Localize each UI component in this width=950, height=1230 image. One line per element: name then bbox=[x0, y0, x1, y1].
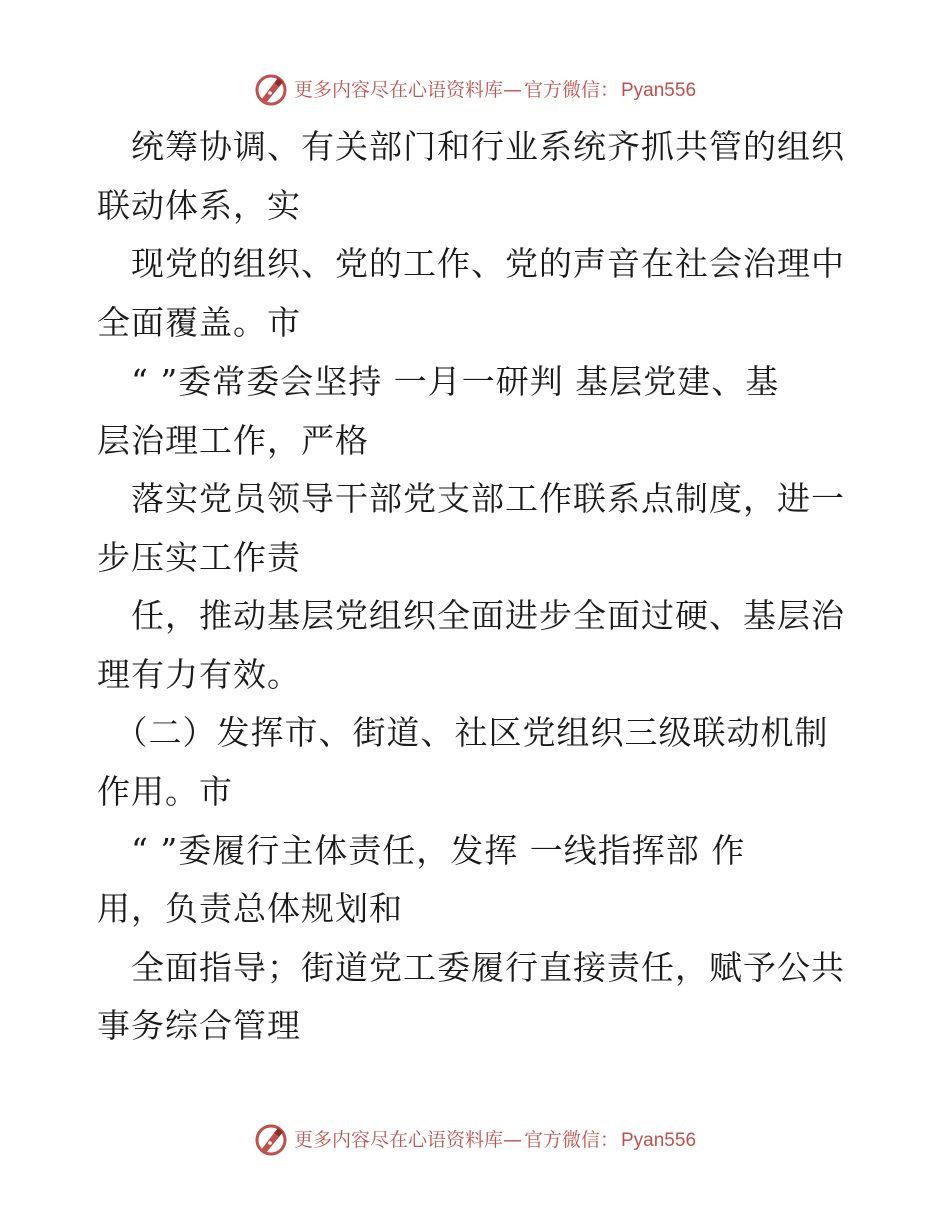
body-line: 理有力有效。 bbox=[97, 655, 301, 694]
header-watermark bbox=[0, 70, 950, 110]
body-line: 任，推动基层党组织全面进步全面过硬、基层治 bbox=[97, 596, 845, 635]
watermark-wechat-label: 官方微信： bbox=[523, 1128, 619, 1151]
watermark-dash: — bbox=[502, 78, 522, 101]
body-line: 现党的组织、党的工作、党的声音在社会治理中 bbox=[97, 244, 845, 283]
body-line: 统筹协调、有关部门和行业系统齐抓共管的组织 bbox=[97, 127, 845, 166]
body-line: “ ”委常委会坚持 一月一研判 基层党建、基 bbox=[97, 362, 780, 401]
watermark-wechat-id: Pyan556 bbox=[621, 1129, 697, 1151]
body-line: “ ”委履行主体责任，发挥 一线指挥部 作 bbox=[97, 831, 746, 870]
watermark-wechat-id: Pyan556 bbox=[621, 79, 697, 101]
watermark-main-text: 更多内容尽在心语资料库 bbox=[293, 1128, 503, 1151]
body-line: 联动体系，实 bbox=[97, 186, 301, 225]
body-line: 用，负责总体规划和 bbox=[97, 889, 403, 928]
watermark-wechat-label: 官方微信： bbox=[523, 78, 619, 101]
pen-nib-logo-icon bbox=[254, 73, 288, 107]
footer-watermark bbox=[0, 1120, 950, 1160]
body-line: 落实党员领导干部党支部工作联系点制度，进一 bbox=[97, 479, 845, 518]
body-line: 事务综合管理 bbox=[97, 1006, 301, 1045]
body-line: 层治理工作，严格 bbox=[97, 421, 369, 460]
body-line: 全面指导；街道党工委履行直接责任，赋予公共 bbox=[97, 948, 845, 987]
watermark-dash: — bbox=[502, 1128, 522, 1151]
watermark-main-text: 更多内容尽在心语资料库 bbox=[293, 78, 503, 101]
body-line: 作用。市 bbox=[97, 772, 233, 811]
body-line: 全面覆盖。市 bbox=[97, 303, 301, 342]
body-line: 步压实工作责 bbox=[97, 538, 301, 577]
body-line: （二）发挥市、街道、社区党组织三级联动机制 bbox=[97, 713, 829, 752]
pen-nib-logo-icon bbox=[254, 1123, 288, 1157]
